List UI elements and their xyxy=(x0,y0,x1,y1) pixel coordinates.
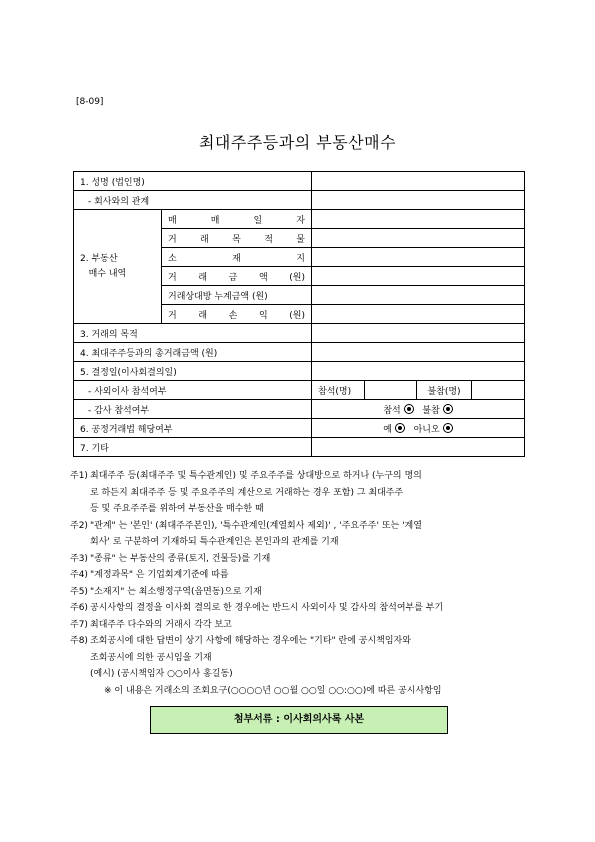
auditor-attend-label: 참석 xyxy=(383,405,401,416)
footnote-line: "계정과목" 은 기업회계기준에 따름 xyxy=(90,570,229,580)
sub-label-cumulative-amount: 거래상대방 누계금액 (원) xyxy=(162,286,312,305)
footnote xyxy=(70,518,530,551)
footnote-line: 최대주주 다수와의 거래시 각각 보고 xyxy=(90,619,232,630)
form-row xyxy=(74,210,525,229)
absent-count-cell[interactable] xyxy=(472,381,525,400)
row-label-fair-trade: 6. 공정거래법 해당여부 xyxy=(74,419,312,438)
fair-trade-yes-label: 예 xyxy=(383,424,392,435)
fair-trade-no-option[interactable] xyxy=(414,425,453,435)
footnote-line: 회사' 로 구분하여 기재하되 특수관계인은 본인과의 관계를 기재 xyxy=(90,537,339,547)
value-cell-relation[interactable] xyxy=(312,191,525,210)
footnote-text xyxy=(90,633,530,699)
footnote xyxy=(70,468,530,518)
row-label-relation: - 회사와의 관계 xyxy=(74,191,312,210)
footnote-line: "관계" 는 '본인' (최대주주본인), '특수관계인(계열회사 제외)' , '주요주주' 또는 '계열 xyxy=(90,520,422,531)
footnote-line: 조회공시에 의한 공시임을 기재 xyxy=(90,652,212,663)
form-row xyxy=(74,419,525,438)
footnote-line: 공시사항의 결정을 이사회 결의로 한 경우에는 반드시 사외이사 및 감사의 참석여부를 부기 xyxy=(90,603,444,613)
footnote-line: "소재지" 는 최소행정구역(읍면동)으로 기재 xyxy=(90,586,262,597)
row-label-other: 7. 기타 xyxy=(74,438,312,457)
value-cell-trade-date[interactable] xyxy=(312,210,525,229)
value-cell-profit-loss[interactable] xyxy=(312,305,525,324)
value-cell-location[interactable] xyxy=(312,248,525,267)
page-title: 최대주주등과의 부동산매수 xyxy=(198,133,397,152)
footnote-example: (예시) (공시책임자 ○○이사 홍길동) xyxy=(90,669,233,679)
value-cell-decision-date[interactable] xyxy=(312,362,525,381)
row-label-outside-director: - 사외이사 참석여부 xyxy=(74,381,312,400)
footnote-line: 최대주주 등(최대주주 및 특수관계인) 및 주요주주를 상대방으로 하거나 (누구의 명의 xyxy=(90,471,422,481)
sub-label-trade-amount: 거 래 금 액 (원) xyxy=(162,267,312,286)
footnotes xyxy=(70,468,530,699)
radio-circle-icon xyxy=(404,404,414,414)
attend-count-label: 참석(명) xyxy=(312,381,365,400)
absent-count-label: 불참(명) xyxy=(417,381,472,400)
footnote xyxy=(70,551,530,568)
form-row xyxy=(74,324,525,343)
footnote-text xyxy=(90,468,530,518)
footnote-key: 주8) xyxy=(70,636,88,646)
footnote-key: 주5) xyxy=(70,586,88,597)
sub-label-trade-object: 거 래 목 적 물 xyxy=(162,229,312,248)
form-row xyxy=(74,381,525,400)
footnote xyxy=(70,633,530,699)
value-cell-trade-amount[interactable] xyxy=(312,267,525,286)
sub-label-profit-loss: 거 래 손 익 (원) xyxy=(162,305,312,324)
row-label-auditor: - 감사 참석여부 xyxy=(74,400,312,419)
footnote-text xyxy=(90,518,530,551)
footnote xyxy=(70,584,530,601)
row-label-purpose: 3. 거래의 목적 xyxy=(74,324,312,343)
auditor-choice-cell xyxy=(312,400,525,419)
footnote xyxy=(70,567,530,584)
row-label-decision-date: 5. 결정일(이사회결의일) xyxy=(74,362,312,381)
value-cell-cumulative-amount[interactable] xyxy=(312,286,525,305)
value-cell-total-amount[interactable] xyxy=(312,343,525,362)
value-cell-trade-object[interactable] xyxy=(312,229,525,248)
footnote xyxy=(70,600,530,617)
fair-trade-choice-cell xyxy=(312,419,525,438)
document-code: [8-09] xyxy=(76,97,104,107)
attachment-box: 첨부서류 : 이사회의사록 사본 xyxy=(150,706,448,734)
row-label-name: 1. 성명 (법인명) xyxy=(74,172,312,191)
footnote-key: 주1) xyxy=(70,471,88,481)
value-cell-other[interactable] xyxy=(312,438,525,457)
radio-circle-icon xyxy=(443,404,453,414)
radio-circle-icon xyxy=(443,423,453,433)
form-row xyxy=(74,172,525,191)
auditor-absent-label: 불참 xyxy=(422,405,440,416)
property-detail-label: 2. 부동산 매수 내역 xyxy=(80,253,127,279)
value-cell-purpose[interactable] xyxy=(312,324,525,343)
footnote-line: "종류" 는 부동산의 종류(토지, 건물등)를 기재 xyxy=(90,553,271,564)
fair-trade-yes-option[interactable] xyxy=(383,425,405,435)
fair-trade-no-label: 아니오 xyxy=(413,424,440,435)
footnote-key: 주2) xyxy=(70,520,88,531)
footnote-line: 로 하든지 최대주주 등 및 주요주주의 계산으로 거래하는 경우 포함) 그 최대주주 xyxy=(90,487,404,498)
footnote-key: 주6) xyxy=(70,603,88,613)
radio-circle-icon xyxy=(395,423,405,433)
value-cell-name[interactable] xyxy=(312,172,525,191)
form-row xyxy=(74,400,525,419)
footnote-key: 주4) xyxy=(70,570,88,580)
auditor-absent-option[interactable] xyxy=(422,406,452,416)
row-label-property-detail xyxy=(74,210,162,324)
attend-count-cell[interactable] xyxy=(365,381,417,400)
disclosure-form-table xyxy=(73,171,525,457)
row-label-total-amount: 4. 최대주주등과의 총거래금액 (원) xyxy=(74,343,312,362)
sub-label-location: 소 재 지 xyxy=(162,248,312,267)
footnote xyxy=(70,617,530,634)
footnote-reference-mark: ※ 이 내용은 거래소의 조회요구(○○○○년 ○○월 ○○일 ○○:○○)에 따른 공시사항임 xyxy=(104,685,442,696)
form-row xyxy=(74,343,525,362)
footnote-line: 등 및 주요주주를 위하여 부동산을 매수한 때 xyxy=(90,504,264,514)
form-row xyxy=(74,438,525,457)
form-row xyxy=(74,191,525,210)
footnote-key: 주7) xyxy=(70,619,88,630)
footnote-line: 조회공시에 대한 답변이 상기 사항에 해당하는 경우에는 "기타" 란에 공시책임자와 xyxy=(90,636,411,646)
footnote-key: 주3) xyxy=(70,553,88,564)
form-row xyxy=(74,362,525,381)
sub-label-trade-date: 매 매 일 자 xyxy=(162,210,312,229)
auditor-attend-option[interactable] xyxy=(383,406,413,416)
